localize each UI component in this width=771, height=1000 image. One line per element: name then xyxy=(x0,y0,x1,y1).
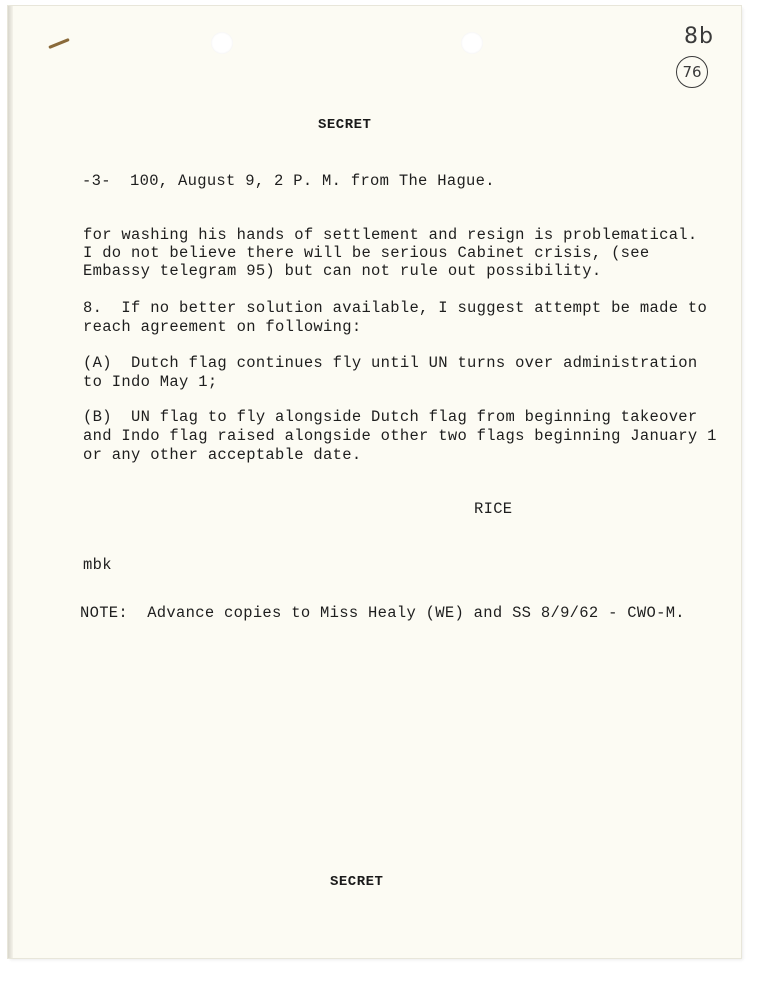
signature: RICE xyxy=(474,500,513,518)
ink-mark xyxy=(48,38,70,49)
paragraph-line: for washing his hands of settlement and resign is problematical. xyxy=(83,226,698,244)
punch-hole xyxy=(461,32,483,54)
paragraph-line: to Indo May 1; xyxy=(83,373,218,391)
paragraph-line: (A) Dutch flag continues fly until UN turns over administration xyxy=(83,354,698,372)
handwritten-circled-number: 76 xyxy=(676,56,708,88)
page-edge-shadow xyxy=(8,6,13,958)
paragraph-line: I do not believe there will be serious Cabinet crisis, (see xyxy=(83,244,650,262)
classification-marking-bottom: SECRET xyxy=(330,874,384,890)
distribution-note: NOTE: Advance copies to Miss Healy (WE) and SS 8/9/62 - CWO-M. xyxy=(80,604,685,622)
paragraph-line: 8. If no better solution available, I suggest attempt be made to xyxy=(83,299,708,317)
paragraph-line: Embassy telegram 95) but can not rule out possibility. xyxy=(83,262,602,280)
paragraph-line: or any other acceptable date. xyxy=(83,446,362,464)
paragraph-line: (B) UN flag to fly alongside Dutch flag from beginning takeover xyxy=(83,408,698,426)
handwritten-page-number: 8b xyxy=(684,24,714,49)
document-page xyxy=(8,6,741,958)
paragraph-line: reach agreement on following: xyxy=(83,318,362,336)
typist-initials: mbk xyxy=(83,556,112,574)
punch-hole xyxy=(211,32,233,54)
paragraph-line: and Indo flag raised alongside other two flags beginning January 1 xyxy=(83,427,717,445)
telegram-header: -3- 100, August 9, 2 P. M. from The Hague. xyxy=(82,172,495,190)
classification-marking-top: SECRET xyxy=(318,117,372,133)
